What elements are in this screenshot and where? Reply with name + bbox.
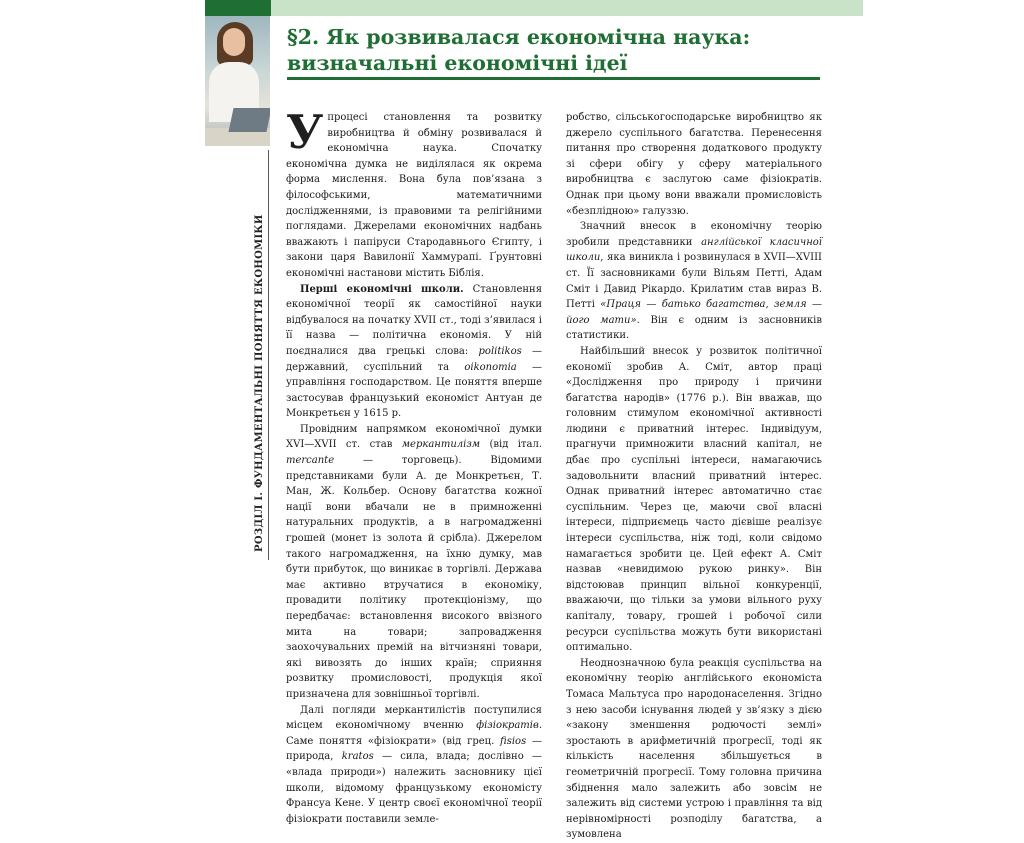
subheading-first-schools: Перші економічні школи.	[300, 283, 464, 295]
margin-rule	[268, 150, 269, 560]
section-title	[287, 24, 827, 76]
title-underline	[287, 77, 820, 80]
student-photo	[205, 16, 270, 146]
paragraph-adam-smith: Найбільший внесок у розвиток політичної економії зробив А. Сміт, автор праці «Дослідження про природу і причини багатства народів» (1776 р.). Він вважав, що головним стимулом економічної активності людини є приватний інтерес. Індивідуум, прагнучи примножити власний капітал, не дбає про суспільні інтереси, намагаючись задовольнити власний приватний інтерес. Однак приватний інтерес автоматично стає суспільним. Через це, маючи свої власні інтереси, підприємець часто дієвіше реалізує інтереси суспільства, ніж тоді, коли свідомо намагається зробити це. Цей ефект А. Сміт назвав «невидимою рукою ринку». Він відстоював принцип вільної конкуренції, вважаючи, що тільки за умови вільного руху капіталу, товару, грошей і робочої сили ресурси суспільства можуть бути використані оптимально.	[566, 345, 822, 654]
running-head: РОЗДІЛ І. ФУНДАМЕНТАЛЬНІ ПОНЯТТЯ ЕКОНОМІКИ	[254, 214, 265, 552]
paragraph-physiocrats: Далі погляди меркантилістів поступилися місцем економічному вченню фізіократів. Саме поняття «фізіократи» (від грец. fisios — природа, kratos — сила, влада; дослівно — «влада природи») належить засновнику цієї школи, відомому французькому економісту Франсуа Кене. У центр своєї економічної теорії фізіократи поставили земле-	[286, 704, 542, 825]
paragraph-classical-school: Значний внесок в економічну теорію зробили представники англійської класичної школи, яка виникла і розвинулася в XVII—XVIII ст. Її засновниками були Вільям Петті, Адам Сміт і Давид Рікардо. Крилатим став вираз В. Петті «Праця — батько багатства, земля — його мати». Він є одним із засновників статистики.	[566, 221, 822, 342]
text-column-left	[286, 105, 543, 827]
paragraph-mercantilism: Провідним напрямком економічної думки XVI—XVII ст. став меркантилізм (від італ. mercante — торговець). Відомими представниками були А. де Монкретьєн, Т. Ман, Ж. Кольбер. Основу багатства кожної нації вони вбачали не в примноженні натуральних продуктів, а в нагромадженні грошей (монет із золота й срібла). Джерелом такого нагромадження, на їхню думку, мав бути прибуток, що виникає в торгівлі. Держава має активно втручатися в економіку, провадити політику протекціонізму, що передбачає: встановлення високого ввізного мита на товари; запровадження заохочувальних премій на вітчизняні товари, які вивозять до інших країн; сприяння розвитку промисловості, продукція якої призначена для зовнішньої торгівлі.	[286, 423, 542, 700]
header-dark-band	[205, 0, 271, 16]
paragraph-physiocrats-cont: робство, сільськогосподарське виробництво як джерело суспільного багатства. Перенесення питання про створення додаткового продукту зі сфери обігу у сферу матеріального виробництва є заслугою саме фізіократів. Однак при цьому вони вважали промисловість «безплідною» галуззю.	[566, 112, 822, 217]
paragraph-intro: Упроцесі становлення та розвитку виробництва й обміну розвивалася й економічна наука. Спочатку економічна думка не виділялася як окрема форма мислення. Вона була пов’язана з філософськими, математичними дослідженнями, із правовими та релігійними поглядами. Джерелами економічних надбань вважають і папіруси Стародавнього Єгипту, і закони царя Вавилонії Хаммурапі. Ґрунтовні економічні настанови містить Біблія.	[286, 105, 542, 279]
text-column-right	[566, 110, 822, 843]
section-title-line1: §2. Як розвивалася економічна наука:	[287, 25, 751, 49]
section-title-line2: визначальні економічні ідеї	[287, 51, 628, 75]
paragraph-malthus: Неоднозначною була реакція суспільства на економічну теорію англійського економіста Томаса Мальтуса про народонаселення. Згідно з нею засоби існування людей у зв’язку з дією «закону зменшення родючості землі» зростають в арифметичній прогресії, тоді як кількість населення збільшується в геометричній прогресії. Тому головна причина збіднення мало залежить або зовсім не залежить від системи устрою і правління та від нерівномірності розподілу багатства, а зумовлена	[566, 657, 822, 841]
paragraph-first-schools: Перші економічні школи. Становлення економічної теорії як самостійної науки відбувалося на початку XVII ст., тоді з’явилася і її назва — політична економія. У ній поєдналися два грецькі слова: politikos — державний, суспільний та oikonomia — управління господарством. Це поняття вперше застосував французький економіст Антуан де Монкретьєн у 1615 р.	[286, 283, 543, 420]
drop-cap: У	[286, 105, 324, 159]
header-color-band	[205, 0, 863, 16]
